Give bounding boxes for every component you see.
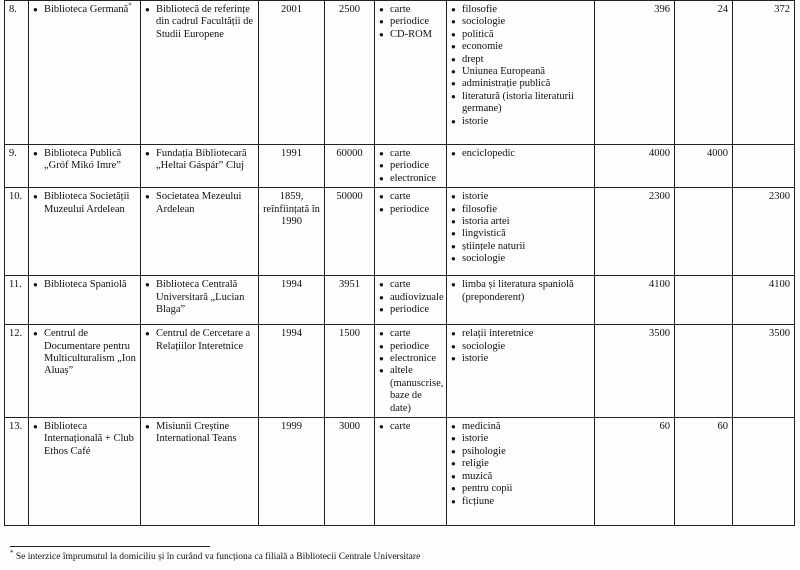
list-item: ● administrație publică — [451, 78, 590, 90]
row-number: 8. — [9, 4, 17, 15]
value-2-cell — [675, 1, 733, 145]
list-item: ● Societatea Mezeului Ardelean — [145, 191, 254, 216]
types-list — [379, 148, 442, 185]
list-item: ● muzică — [451, 471, 590, 483]
founder-list — [145, 191, 254, 216]
list-item: ● filosofie — [451, 204, 590, 216]
types-cell — [375, 325, 447, 418]
footnote-text: Se interzice împrumutul la domiciliu și în curând va funcționa ca filială a Bibliotecii Centrale Universitare — [15, 552, 421, 562]
value-2: 4000 — [707, 148, 728, 159]
types-cell — [375, 276, 447, 325]
volumes: 2500 — [339, 4, 360, 15]
types-cell — [375, 188, 447, 276]
value-1: 396 — [654, 4, 670, 15]
list-item: ● sociologie — [451, 253, 590, 265]
founder-cell — [141, 145, 259, 188]
value-2-cell — [675, 276, 733, 325]
library-name-list — [33, 1, 136, 16]
library-name-list — [33, 279, 136, 291]
list-item: ● istorie — [451, 116, 590, 128]
list-item: ● periodice — [379, 16, 442, 28]
list-item — [33, 191, 136, 216]
list-item: ● electronice — [379, 353, 442, 365]
domains-cell — [447, 1, 595, 145]
value-3-cell — [733, 145, 795, 188]
list-item: ● sociologie — [451, 341, 590, 353]
volumes-cell — [325, 325, 375, 418]
value-2-cell — [675, 418, 733, 526]
value-2-cell — [675, 188, 733, 276]
domains-cell — [447, 325, 595, 418]
list-item: ● carte — [379, 279, 442, 291]
value-3: 4100 — [769, 279, 790, 291]
year: 1859, reînființată în 1990 — [263, 191, 320, 228]
list-item: ● Centrul de Cercetare a Relațiilor Interetnice — [145, 328, 254, 353]
library-name-cell — [29, 188, 141, 276]
value-2: 60 — [717, 421, 728, 433]
value-1-cell — [595, 418, 675, 526]
library-name-cell — [29, 276, 141, 325]
row-number: 12. — [9, 328, 23, 340]
types-list — [379, 328, 442, 415]
value-2-cell — [675, 325, 733, 418]
table-row — [5, 1, 795, 145]
library-name-list — [33, 148, 136, 173]
year: 1994 — [281, 279, 302, 291]
volumes: 60000 — [336, 148, 363, 159]
footnote — [10, 548, 421, 563]
founder-list — [145, 279, 254, 316]
value-3: 3500 — [769, 328, 790, 340]
library-name-cell — [29, 145, 141, 188]
row-number-cell — [5, 276, 29, 325]
list-item: ● periodice — [379, 160, 442, 172]
library-name: Centrul de Documentare pentru Multiculturalism „Ion Aluaș” — [44, 328, 136, 377]
list-item: ● periodice — [379, 341, 442, 353]
types-list — [379, 421, 442, 433]
list-item — [33, 1, 136, 16]
value-2-cell — [675, 145, 733, 188]
list-item: ● Bibliotecă de referințe din cadrul Facultății de Studii Europene — [145, 4, 254, 41]
list-item — [33, 148, 136, 173]
library-name-list — [33, 328, 136, 378]
types-cell — [375, 1, 447, 145]
list-item: ● pentru copii — [451, 483, 590, 495]
volumes-cell — [325, 418, 375, 526]
list-item: ● Biblioteca Centrală Universitară „Lucian Blaga” — [145, 279, 254, 316]
founder-list — [145, 148, 254, 173]
list-item: ● electronice — [379, 173, 442, 185]
types-cell — [375, 418, 447, 526]
value-2: 24 — [717, 4, 728, 15]
list-item: ● audiovizuale — [379, 292, 442, 304]
library-name-cell — [29, 325, 141, 418]
founder-cell — [141, 276, 259, 325]
value-1-cell — [595, 188, 675, 276]
list-item: ● Fundația Bibliotecară „Heltai Gáspár” Cluj — [145, 148, 254, 173]
library-name: Biblioteca Societății Muzeului Ardelean — [44, 191, 130, 215]
domains-list — [451, 148, 590, 160]
value-3: 372 — [774, 4, 790, 15]
domains-list — [451, 4, 590, 128]
list-item: ● periodice — [379, 204, 442, 216]
volumes: 50000 — [336, 191, 363, 203]
value-1: 4000 — [649, 148, 670, 159]
types-cell — [375, 145, 447, 188]
founder-cell — [141, 188, 259, 276]
row-number-cell — [5, 145, 29, 188]
list-item: ● carte — [379, 148, 442, 160]
table-row — [5, 188, 795, 276]
table-row — [5, 325, 795, 418]
domains-cell — [447, 145, 595, 188]
list-item: ● ficțiune — [451, 496, 590, 508]
footnote-rule — [10, 546, 210, 547]
year: 1991 — [281, 148, 302, 159]
value-1-cell — [595, 276, 675, 325]
row-number: 10. — [9, 191, 23, 203]
list-item: ● carte — [379, 328, 442, 340]
domains-list — [451, 328, 590, 365]
table-row — [5, 418, 795, 526]
value-1: 2300 — [649, 191, 670, 203]
value-3-cell — [733, 1, 795, 145]
list-item: ● filosofie — [451, 4, 590, 16]
list-item: ● relații interetnice — [451, 328, 590, 340]
domains-cell — [447, 418, 595, 526]
library-name-cell — [29, 418, 141, 526]
list-item: ● istorie — [451, 433, 590, 445]
year: 2001 — [281, 4, 302, 15]
row-number-cell — [5, 325, 29, 418]
row-number-cell — [5, 418, 29, 526]
domains-list — [451, 421, 590, 508]
founder-list — [145, 421, 254, 446]
domains-cell — [447, 188, 595, 276]
value-1: 60 — [659, 421, 670, 433]
year: 1999 — [281, 421, 302, 433]
volumes-cell — [325, 188, 375, 276]
list-item: ● Misiunii Creștine International Teans — [145, 421, 254, 446]
value-3-cell — [733, 418, 795, 526]
value-1-cell — [595, 325, 675, 418]
domains-cell — [447, 276, 595, 325]
list-item — [33, 328, 136, 378]
list-item: ● lingvistică — [451, 228, 590, 240]
value-3-cell — [733, 188, 795, 276]
row-number-cell — [5, 188, 29, 276]
value-3: 2300 — [769, 191, 790, 203]
footnote-reference: * — [128, 1, 132, 10]
domains-list — [451, 191, 590, 265]
types-list — [379, 279, 442, 316]
domains-list — [451, 279, 590, 304]
list-item: ● CD-ROM — [379, 29, 442, 41]
table-row — [5, 276, 795, 325]
value-3-cell — [733, 276, 795, 325]
table-row — [5, 145, 795, 188]
list-item: ● carte — [379, 421, 442, 433]
founder-cell — [141, 418, 259, 526]
list-item: ● sociologie — [451, 16, 590, 28]
volumes: 1500 — [339, 328, 360, 340]
library-name-list — [33, 421, 136, 458]
value-1-cell — [595, 145, 675, 188]
year-cell — [259, 145, 325, 188]
row-number-cell — [5, 1, 29, 145]
value-1: 3500 — [649, 328, 670, 340]
list-item — [33, 421, 136, 458]
year-cell — [259, 188, 325, 276]
row-number: 9. — [9, 148, 17, 159]
founder-list — [145, 4, 254, 41]
list-item: ● economie — [451, 41, 590, 53]
list-item: ● altele (manuscrise, baze de date) — [379, 365, 442, 415]
list-item: ● istoria artei — [451, 216, 590, 228]
value-1: 4100 — [649, 279, 670, 291]
row-number: 13. — [9, 421, 23, 433]
list-item — [33, 279, 136, 291]
types-list — [379, 191, 442, 216]
list-item: ● științele naturii — [451, 241, 590, 253]
year-cell — [259, 325, 325, 418]
libraries-table — [4, 0, 795, 526]
list-item: ● medicină — [451, 421, 590, 433]
year-cell — [259, 276, 325, 325]
library-name-cell — [29, 1, 141, 145]
volumes: 3000 — [339, 421, 360, 433]
types-list — [379, 4, 442, 41]
library-name: Biblioteca Spaniolă — [44, 279, 127, 291]
list-item: ● drept — [451, 54, 590, 66]
year-cell — [259, 1, 325, 145]
library-name: Biblioteca Publică „Gróf Mikó Imre” — [44, 148, 122, 172]
list-item: ● politică — [451, 29, 590, 41]
list-item: ● limba și literatura spaniolă (preponderent) — [451, 279, 590, 304]
founder-cell — [141, 1, 259, 145]
year: 1994 — [281, 328, 302, 340]
volumes: 3951 — [339, 279, 360, 291]
year-cell — [259, 418, 325, 526]
footnote-mark: * — [10, 548, 14, 557]
volumes-cell — [325, 145, 375, 188]
list-item: ● religie — [451, 458, 590, 470]
list-item: ● psihologie — [451, 446, 590, 458]
list-item: ● literatură (istoria literaturii germane) — [451, 91, 590, 116]
volumes-cell — [325, 1, 375, 145]
list-item: ● Uniunea Europeană — [451, 66, 590, 78]
list-item: ● periodice — [379, 304, 442, 316]
list-item: ● enciclopedic — [451, 148, 590, 160]
library-name-list — [33, 191, 136, 216]
library-name: Biblioteca Internațională + Club Ethos Café — [44, 421, 134, 457]
list-item: ● istorie — [451, 353, 590, 365]
founder-cell — [141, 325, 259, 418]
row-number: 11. — [9, 279, 22, 291]
volumes-cell — [325, 276, 375, 325]
list-item: ● carte — [379, 191, 442, 203]
list-item: ● istorie — [451, 191, 590, 203]
founder-list — [145, 328, 254, 353]
list-item: ● carte — [379, 4, 442, 16]
value-3-cell — [733, 325, 795, 418]
value-1-cell — [595, 1, 675, 145]
library-name: Biblioteca Germană — [44, 4, 129, 15]
